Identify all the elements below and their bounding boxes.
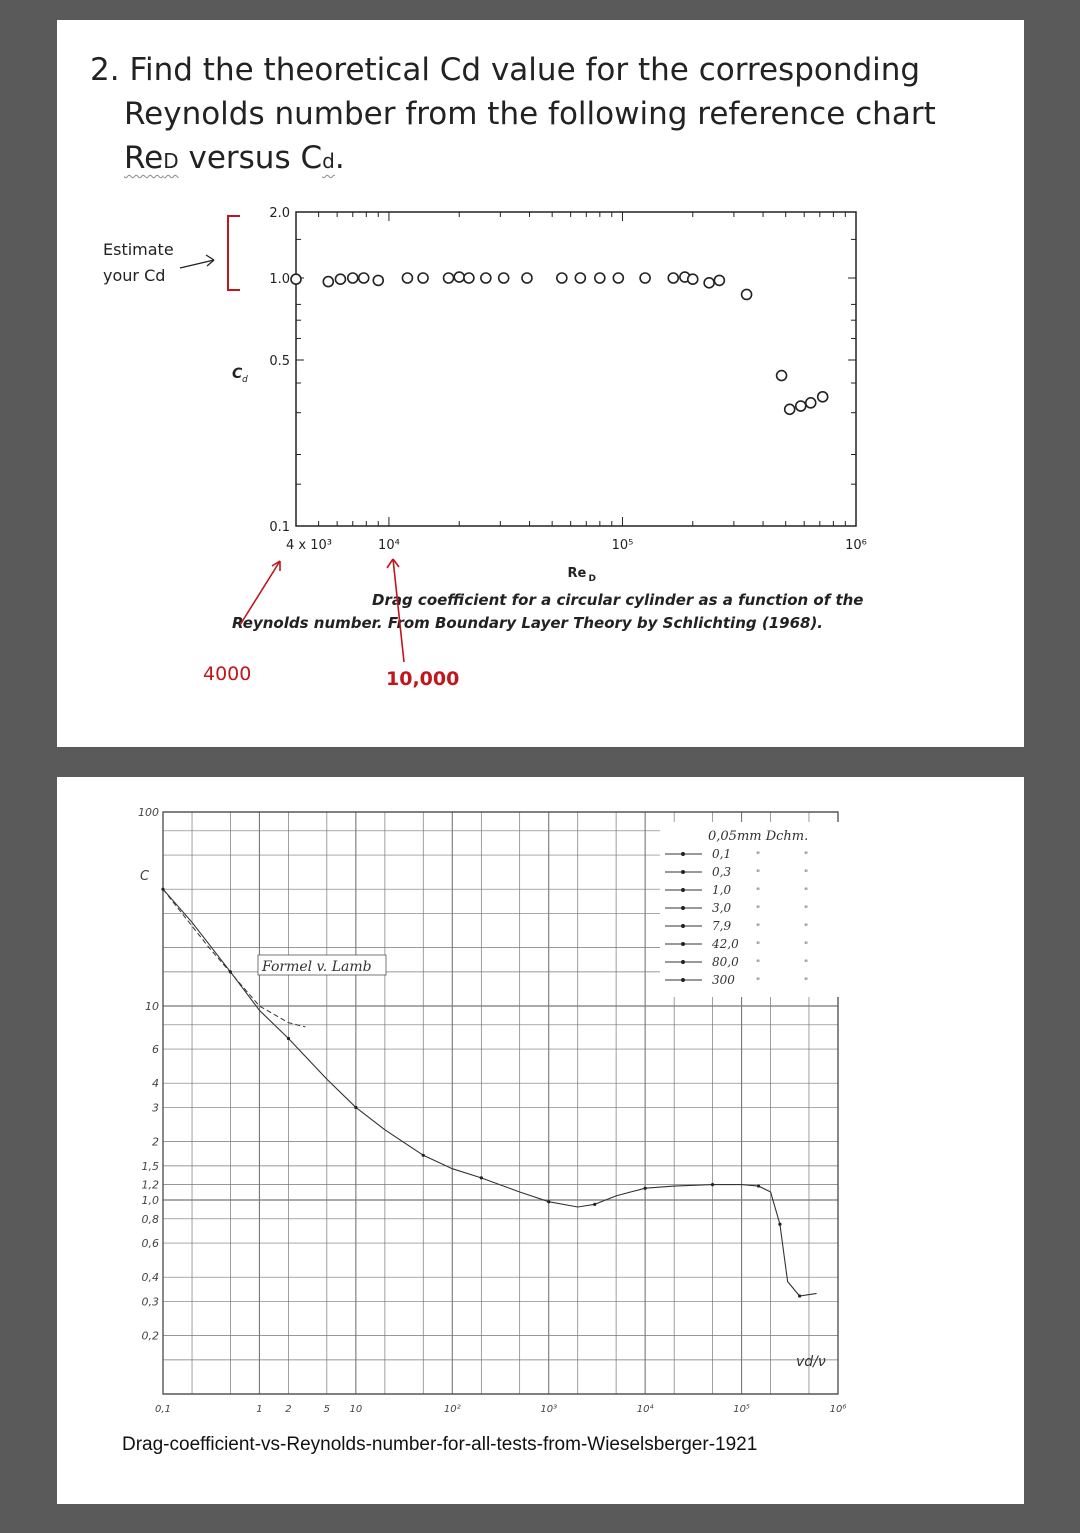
cd-data-point	[402, 273, 412, 283]
legend-marker	[681, 960, 685, 964]
cd-subscript: d	[322, 149, 335, 173]
cd-data-point	[704, 278, 714, 288]
legend-ditto-2: "	[804, 905, 809, 915]
estimate-label-2: your Cd	[103, 266, 166, 285]
wieselsberger-point	[354, 1106, 357, 1109]
y-tick-label: 2.0	[269, 206, 290, 221]
cd-data-point	[454, 272, 464, 282]
legend-ditto-1: "	[756, 941, 761, 951]
bottom-y-tick-label: 0,2	[141, 1329, 159, 1343]
bottom-y-axis-letter: C	[140, 869, 150, 884]
legend-marker	[681, 870, 685, 874]
wieselsberger-caption: Drag-coefficient-vs-Reynolds-number-for-all-tests-from-Wieselsberger-1921	[122, 1434, 758, 1455]
bottom-y-tick-label: 0,4	[141, 1271, 159, 1285]
wieselsberger-point	[229, 970, 232, 973]
cd-data-point	[335, 274, 345, 284]
bottom-y-tick-label: 0,3	[141, 1295, 159, 1309]
legend-ditto-2: "	[804, 959, 809, 969]
cd-data-point	[668, 273, 678, 283]
legend-ditto-2: "	[804, 923, 809, 933]
legend-label: 300	[712, 973, 735, 987]
cd-data-point	[796, 401, 806, 411]
cd-data-point	[714, 275, 724, 285]
legend-marker	[681, 978, 685, 982]
legend-marker	[681, 888, 685, 892]
legend-label: 0,3	[712, 865, 732, 879]
legend-ditto-2: "	[804, 887, 809, 897]
legend-label: 0,1	[712, 847, 732, 861]
legend-label: 42,0	[712, 937, 739, 951]
cd-data-point	[481, 273, 491, 283]
legend-header: 0,05mm Dchm.	[708, 829, 809, 844]
cd-data-point	[444, 273, 454, 283]
question-number: 2.	[90, 52, 120, 88]
bottom-x-axis-label: vd/ν	[796, 1354, 826, 1370]
legend-label: 1,0	[712, 883, 732, 897]
bottom-y-tick-label: 6	[152, 1043, 159, 1057]
estimate-label-1: Estimate	[103, 240, 174, 259]
label-4000: 4000	[203, 663, 252, 685]
legend-marker	[681, 942, 685, 946]
wieselsberger-point	[480, 1176, 483, 1179]
top-caption-line-2: Reynolds number. From Boundary Layer Theory by Schlichting (1968).	[232, 614, 823, 632]
legend-marker	[681, 924, 685, 928]
bottom-x-tick-label: 10²	[443, 1404, 461, 1415]
y-tick-label: 0.1	[269, 520, 290, 535]
y-axis-label-sub: d	[242, 375, 248, 385]
cd-data-point	[291, 274, 301, 284]
legend-ditto-1: "	[756, 923, 761, 933]
bottom-y-tick-label: 1,2	[141, 1178, 159, 1192]
legend-ditto-1: "	[756, 977, 761, 987]
re-text: Re	[124, 140, 164, 176]
versus-text: versus C	[178, 140, 323, 176]
label-10000: 10,000	[386, 668, 460, 690]
bottom-y-tick-label: 2	[152, 1135, 159, 1149]
y-axis-label: C	[232, 366, 243, 382]
heading-text-1: Find the theoretical Cd value for the corresponding	[129, 52, 921, 88]
lamb-label: Formel v. Lamb	[262, 959, 372, 975]
cd-data-point	[575, 273, 585, 283]
x-tick-label: 4 x 10³	[286, 538, 332, 553]
wieselsberger-point	[287, 1037, 290, 1040]
period: .	[334, 140, 345, 176]
y-tick-label: 0.5	[269, 354, 290, 369]
wieselsberger-point	[422, 1154, 425, 1157]
bottom-x-tick-label: 10⁶	[829, 1404, 847, 1415]
cd-data-point	[464, 273, 474, 283]
wieselsberger-point	[644, 1187, 647, 1190]
re-subscript: D	[163, 149, 179, 173]
bottom-y-tick-label: 1,0	[141, 1194, 159, 1207]
bottom-y-tick-label: 0,8	[141, 1212, 159, 1226]
arrow-to-4000	[240, 561, 280, 625]
x-axis-label-sub: D	[588, 574, 596, 584]
legend-ditto-1: "	[756, 869, 761, 879]
bottom-y-tick-label: 4	[152, 1077, 159, 1091]
cd-data-point	[785, 404, 795, 414]
legend-label: 3,0	[712, 901, 732, 915]
legend-ditto-2: "	[804, 851, 809, 861]
legend-background	[660, 822, 846, 997]
wieselsberger-point	[161, 888, 164, 891]
bottom-x-tick-label: 1	[256, 1404, 263, 1415]
wieselsberger-point	[757, 1184, 760, 1187]
legend-ditto-1: "	[756, 959, 761, 969]
cd-data-point	[777, 371, 787, 381]
legend-ditto-2: "	[804, 869, 809, 879]
legend-ditto-2: "	[804, 941, 809, 951]
top-plot-frame	[296, 212, 856, 526]
legend-marker	[681, 852, 685, 856]
cd-data-point	[806, 398, 816, 408]
cd-data-point	[359, 273, 369, 283]
bottom-y-tick-label: 3	[152, 1101, 159, 1115]
wieselsberger-point	[711, 1183, 714, 1186]
cd-data-point	[418, 273, 428, 283]
bottom-x-tick-label: 0,1	[155, 1404, 171, 1415]
cd-data-point	[348, 273, 358, 283]
legend-ditto-2: "	[804, 977, 809, 987]
bottom-y-tick-label: 100	[138, 806, 159, 819]
cd-data-point	[373, 275, 383, 285]
x-tick-label: 10⁶	[845, 538, 867, 553]
x-tick-label: 10⁴	[378, 538, 400, 553]
bottom-x-tick-label: 10	[349, 1404, 363, 1415]
top-caption-line-1: Drag coefficient for a circular cylinder as a function of the	[372, 591, 864, 609]
bottom-x-tick-label: 5	[323, 1404, 331, 1415]
legend-ditto-1: "	[756, 887, 761, 897]
bottom-x-tick-label: 10⁴	[636, 1404, 654, 1415]
legend-marker	[681, 906, 685, 910]
legend-ditto-1: "	[756, 905, 761, 915]
wieselsberger-point	[593, 1203, 596, 1206]
cd-data-point	[499, 273, 509, 283]
wieselsberger-point	[778, 1223, 781, 1226]
cd-data-point	[640, 273, 650, 283]
bottom-x-tick-label: 10⁵	[733, 1404, 750, 1415]
heading-line-2: Reynolds number from the following reference chart	[124, 96, 936, 132]
legend-ditto-1: "	[756, 851, 761, 861]
bottom-y-tick-label: 0,6	[141, 1237, 159, 1251]
cd-data-point	[595, 273, 605, 283]
bottom-y-tick-label: 10	[145, 1000, 159, 1013]
cd-data-point	[818, 392, 828, 402]
legend-label: 7,9	[712, 919, 732, 933]
legend-label: 80,0	[712, 955, 739, 969]
bottom-x-tick-label: 10³	[540, 1404, 558, 1415]
arrow-to-10000	[393, 559, 404, 662]
wieselsberger-point	[798, 1294, 801, 1297]
cd-data-point	[688, 274, 698, 284]
x-axis-label: Re	[567, 566, 587, 581]
red-bracket	[228, 216, 240, 290]
y-tick-label: 1.0	[269, 272, 290, 287]
cd-data-point	[557, 273, 567, 283]
bottom-y-tick-label: 1,5	[141, 1159, 159, 1173]
x-tick-label: 10⁵	[611, 538, 634, 553]
bottom-x-tick-label: 2	[285, 1404, 292, 1415]
cd-data-point	[613, 273, 623, 283]
cd-data-point	[742, 289, 752, 299]
cd-data-point	[522, 273, 532, 283]
wieselsberger-point	[547, 1200, 550, 1203]
cd-data-point	[323, 277, 333, 287]
